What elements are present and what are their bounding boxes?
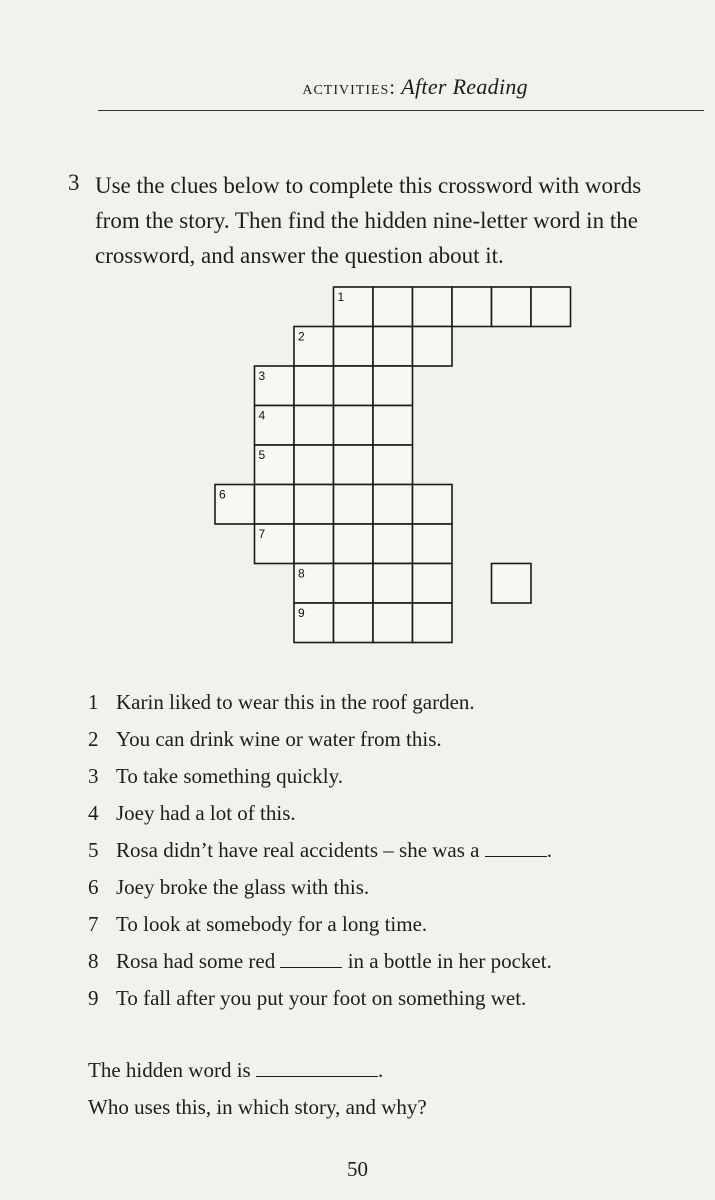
clue-text: Joey broke the glass with this. — [116, 875, 370, 899]
clue-number: 8 — [88, 949, 99, 973]
hidden-word-label: The hidden word is — [88, 1058, 256, 1082]
clue-text: Rosa had some red — [116, 949, 281, 973]
clue-number: 1 — [88, 690, 99, 714]
crossword-cell[interactable] — [334, 366, 374, 406]
clue-text-end: . — [546, 838, 552, 862]
crossword-clue-number: 7 — [258, 527, 266, 541]
crossword-cell[interactable] — [373, 524, 413, 564]
follow-up-question: Who uses this, in which story, and why? — [88, 1095, 427, 1119]
crossword-cell[interactable] — [334, 327, 374, 367]
crossword-clue-number: 6 — [219, 487, 226, 502]
crossword-cell[interactable] — [413, 524, 453, 564]
crossword-cell[interactable] — [373, 603, 413, 643]
instruction-line: Use the clues below to complete this crossword with words — [95, 173, 642, 198]
crossword-cell[interactable] — [373, 485, 413, 525]
clue-text: To look at somebody for a long time. — [116, 912, 428, 936]
header-section: activities: — [302, 77, 396, 99]
clue-text-end: in a bottle in her pocket. — [342, 949, 552, 973]
crossword-cell[interactable] — [373, 327, 413, 367]
crossword-cell[interactable] — [492, 564, 532, 604]
crossword-cell[interactable] — [294, 524, 334, 564]
hidden-word-blank[interactable] — [256, 1058, 378, 1077]
clue-item — [88, 684, 698, 721]
clue-item — [88, 943, 698, 980]
crossword-cell[interactable] — [413, 485, 453, 525]
page-number: 50 — [347, 1157, 368, 1181]
clue-item — [88, 869, 698, 906]
crossword-cell[interactable] — [334, 445, 374, 485]
clue-number: 9 — [88, 986, 99, 1010]
crossword-cell[interactable] — [294, 445, 334, 485]
crossword-cell[interactable] — [294, 406, 334, 446]
crossword-cell[interactable] — [452, 287, 492, 327]
instruction-line: crossword, and answer the question about it. — [95, 243, 504, 268]
crossword-clue-number: 9 — [298, 606, 305, 620]
crossword-clue-number: 3 — [258, 369, 266, 383]
crossword-cell[interactable] — [334, 485, 374, 525]
crossword-cell[interactable] — [334, 603, 374, 643]
crossword-cell[interactable] — [373, 366, 413, 406]
exercise-number: 3 — [68, 170, 80, 195]
clue-number: 2 — [88, 727, 99, 751]
instruction-line: from the story. Then find the hidden nine-letter word in the — [95, 208, 638, 233]
clue-item — [88, 795, 698, 832]
header-title: After Reading — [401, 74, 528, 99]
crossword-cell[interactable] — [294, 366, 334, 406]
crossword-cell[interactable] — [373, 287, 413, 327]
clue-text: Rosa didn’t have real accidents – she was a — [116, 838, 485, 862]
clue-text: You can drink wine or water from this. — [116, 727, 442, 751]
crossword-cell[interactable] — [413, 603, 453, 643]
crossword-clue-number: 5 — [258, 448, 266, 462]
clue-text: To take something quickly. — [116, 764, 343, 788]
crossword-cell[interactable] — [294, 485, 334, 525]
hidden-word-line — [88, 1058, 383, 1083]
clue-number: 6 — [88, 875, 99, 899]
answer-blank[interactable] — [485, 838, 547, 857]
crossword-cell[interactable] — [334, 524, 374, 564]
crossword-cell[interactable] — [373, 445, 413, 485]
crossword-cell[interactable] — [373, 406, 413, 446]
clue-item — [88, 721, 698, 758]
crossword-cell[interactable] — [531, 287, 571, 327]
clue-text: Karin liked to wear this in the roof garden. — [116, 690, 475, 714]
clue-number: 7 — [88, 912, 99, 936]
crossword-clue-number: 1 — [337, 290, 345, 304]
crossword-cell[interactable] — [373, 564, 413, 604]
clue-item — [88, 906, 698, 943]
crossword-cell[interactable] — [334, 564, 374, 604]
hidden-word-end: . — [377, 1058, 384, 1082]
clue-text: Joey had a lot of this. — [116, 801, 296, 825]
clue-number: 4 — [88, 801, 99, 825]
crossword-cell[interactable] — [413, 564, 453, 604]
crossword-cell[interactable] — [255, 485, 295, 525]
crossword-cell[interactable] — [334, 406, 374, 446]
clue-text: To fall after you put your foot on something wet. — [116, 986, 527, 1010]
crossword-clue-number: 4 — [258, 408, 266, 423]
clue-item — [88, 832, 698, 869]
clue-item — [88, 980, 698, 1017]
crossword-clue-number: 2 — [298, 329, 305, 344]
crossword-cell[interactable] — [413, 287, 453, 327]
crossword-cells — [215, 287, 571, 643]
crossword-cell[interactable] — [413, 327, 453, 367]
clue-item — [88, 758, 698, 795]
clue-number: 3 — [88, 764, 99, 788]
clue-number: 5 — [88, 838, 99, 862]
answer-blank[interactable] — [280, 949, 342, 968]
clue-list — [88, 684, 698, 1017]
crossword-clue-number: 8 — [298, 566, 305, 581]
crossword-cell[interactable] — [492, 287, 532, 327]
